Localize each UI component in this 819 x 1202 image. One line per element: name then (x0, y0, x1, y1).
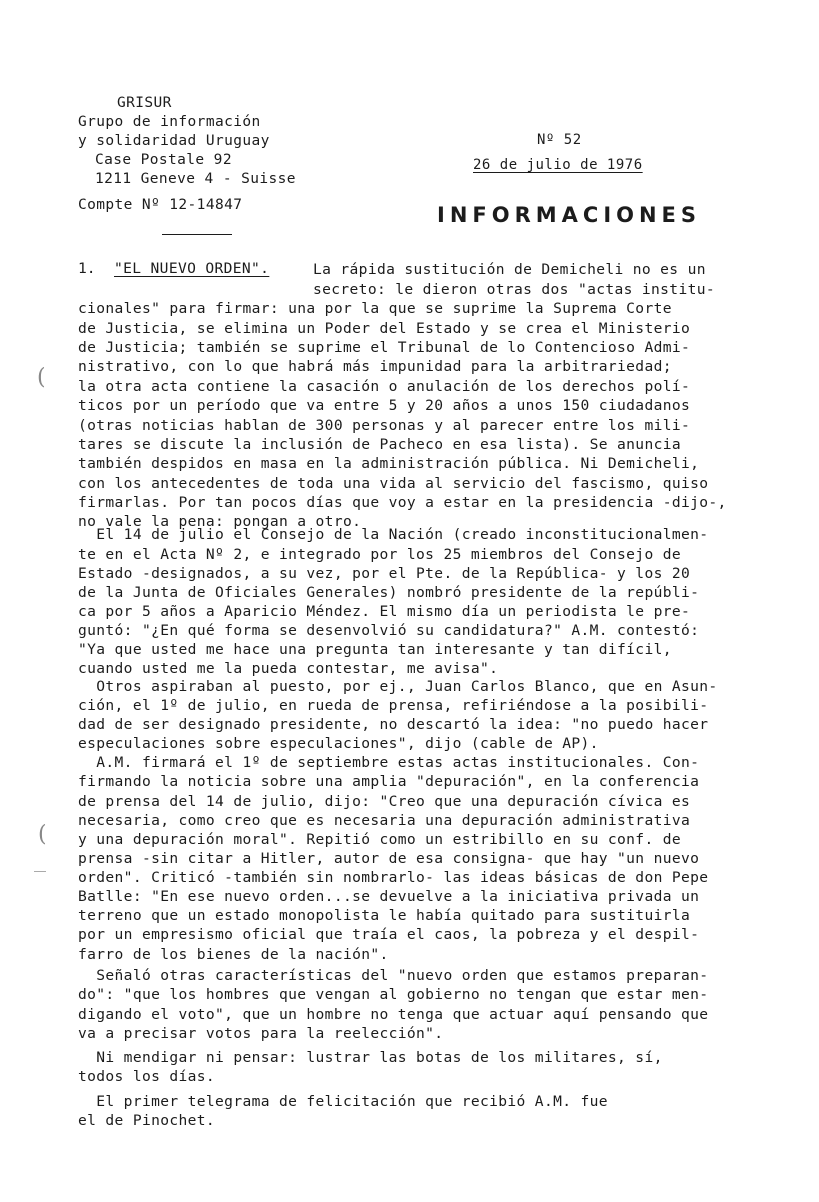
text-line: La rápida sustitución de Demicheli no es un (313, 261, 706, 278)
text-line: con los antecedentes de toda una vida al servicio del fascismo, quiso (78, 475, 709, 492)
org-name: GRISUR (117, 95, 172, 111)
text-line: ticos por un período que va entre 5 y 20 años a unos 150 ciudadanos (78, 397, 691, 414)
issue-number: Nº 52 (537, 132, 582, 148)
header-divider (162, 234, 232, 235)
text-line: orden". Criticó -también sin nombrarlo- las ideas básicas de don Pepe (78, 869, 709, 886)
text-line: firmando la noticia sobre una amplia "depuración", en la conferencia (78, 773, 700, 790)
text-line: El primer telegrama de felicitación que recibió A.M. fue (78, 1093, 608, 1110)
item-title: "EL NUEVO ORDEN". (114, 260, 270, 277)
text-line: te en el Acta Nº 2, e integrado por los 25 miembros del Consejo de (78, 546, 681, 563)
account-number: Compte Nº 12-14847 (78, 197, 243, 213)
text-line: prensa -sin citar a Hitler, autor de esa consigna- que hay "un nuevo (78, 850, 700, 867)
text-line: de prensa del 14 de julio, dijo: "Creo que una depuración cívica es (78, 793, 691, 810)
text-line: ca por 5 años a Aparicio Méndez. El mismo día un periodista le pre- (78, 603, 691, 620)
org-line: Case Postale 92 (95, 152, 232, 168)
issue-date: 26 de julio de 1976 (473, 157, 643, 173)
text-line: el de Pinochet. (78, 1112, 216, 1129)
text-line: de Justicia, se elimina un Poder del Estado y se crea el Ministerio (78, 320, 691, 337)
text-line: farro de los bienes de la nación". (78, 946, 389, 963)
text-line: Ni mendigar ni pensar: lustrar las botas de los militares, sí, (78, 1049, 663, 1066)
org-line: y solidaridad Uruguay (78, 133, 270, 149)
text-line: necesaria, como creo que es necesaria una depuración administrativa (78, 812, 691, 829)
text-line: ción, el 1º de julio, en rueda de prensa, refiriéndose a la posibili- (78, 697, 709, 714)
text-line: no vale la pena: pongan a otro. (78, 513, 362, 530)
text-line: A.M. firmará el 1º de septiembre estas actas institucionales. Con- (78, 754, 700, 771)
margin-dash (34, 871, 46, 872)
text-line: cuando usted me la pueda contestar, me avisa". (78, 660, 499, 677)
page-title: INFORMACIONES (437, 203, 702, 227)
text-line: Otros aspiraban al puesto, por ej., Juan Carlos Blanco, que en Asun- (78, 678, 718, 695)
item-number: 1. (78, 260, 96, 277)
text-line: tares se discute la inclusión de Pacheco en esa lista). Se anuncia (78, 436, 681, 453)
margin-bracket: ( (38, 822, 47, 847)
text-line: cionales" para firmar: una por la que se suprime la Suprema Corte (78, 300, 672, 317)
text-line: especulaciones sobre especulaciones", dijo (cable de AP). (78, 735, 599, 752)
text-line: también despidos en masa en la administración pública. Ni Demicheli, (78, 455, 700, 472)
text-line: do": "que los hombres que vengan al gobierno no tengan que estar men- (78, 986, 709, 1003)
text-line: por un empresismo oficial que traía el caos, la pobreza y el despil- (78, 926, 700, 943)
text-line: El 14 de julio el Consejo de la Nación (creado inconstitucionalmen- (78, 526, 709, 543)
text-line: la otra acta contiene la casación o anulación de los derechos polí- (78, 378, 691, 395)
text-line: Estado -designados, a su vez, por el Pte. de la República- y los 20 (78, 565, 691, 582)
text-line: de Justicia; también se suprime el Tribunal de lo Contencioso Admi- (78, 339, 691, 356)
text-line: "Ya que usted me hace una pregunta tan interesante y tan difícil, (78, 641, 672, 658)
org-line: 1211 Geneve 4 - Suisse (95, 171, 296, 187)
text-line: nistrativo, con lo que habrá más impunidad para la arbitrariedad; (78, 358, 672, 375)
text-line: dad de ser designado presidente, no descartó la idea: "no puedo hacer (78, 716, 709, 733)
text-line: todos los días. (78, 1068, 216, 1085)
text-line: de la Junta de Oficiales Generales) nombró presidente de la repúbli- (78, 584, 700, 601)
text-line: digando el voto", que un hombre no tenga que actuar aquí pensando que (78, 1006, 709, 1023)
text-line: Señaló otras características del "nuevo orden que estamos preparan- (78, 967, 709, 984)
text-line: firmarlas. Por tan pocos días que voy a estar en la presidencia -dijo-, (78, 494, 727, 511)
text-line: va a precisar votos para la reelección". (78, 1025, 444, 1042)
text-line: terreno que un estado monopolista le había quitado para sustituirla (78, 907, 691, 924)
text-line: Batlle: "En ese nuevo orden...se devuelve a la iniciativa privada un (78, 888, 700, 905)
text-line: (otras noticias hablan de 300 personas y al parecer entre los mili- (78, 417, 691, 434)
margin-bracket: ( (37, 365, 46, 390)
text-line: y una depuración moral". Repitió como un estribillo en su conf. de (78, 831, 681, 848)
text-line: secreto: le dieron otras dos "actas institu- (313, 281, 715, 298)
org-line: Grupo de información (78, 114, 261, 130)
text-line: guntó: "¿En qué forma se desenvolvió su candidatura?" A.M. contestó: (78, 622, 700, 639)
